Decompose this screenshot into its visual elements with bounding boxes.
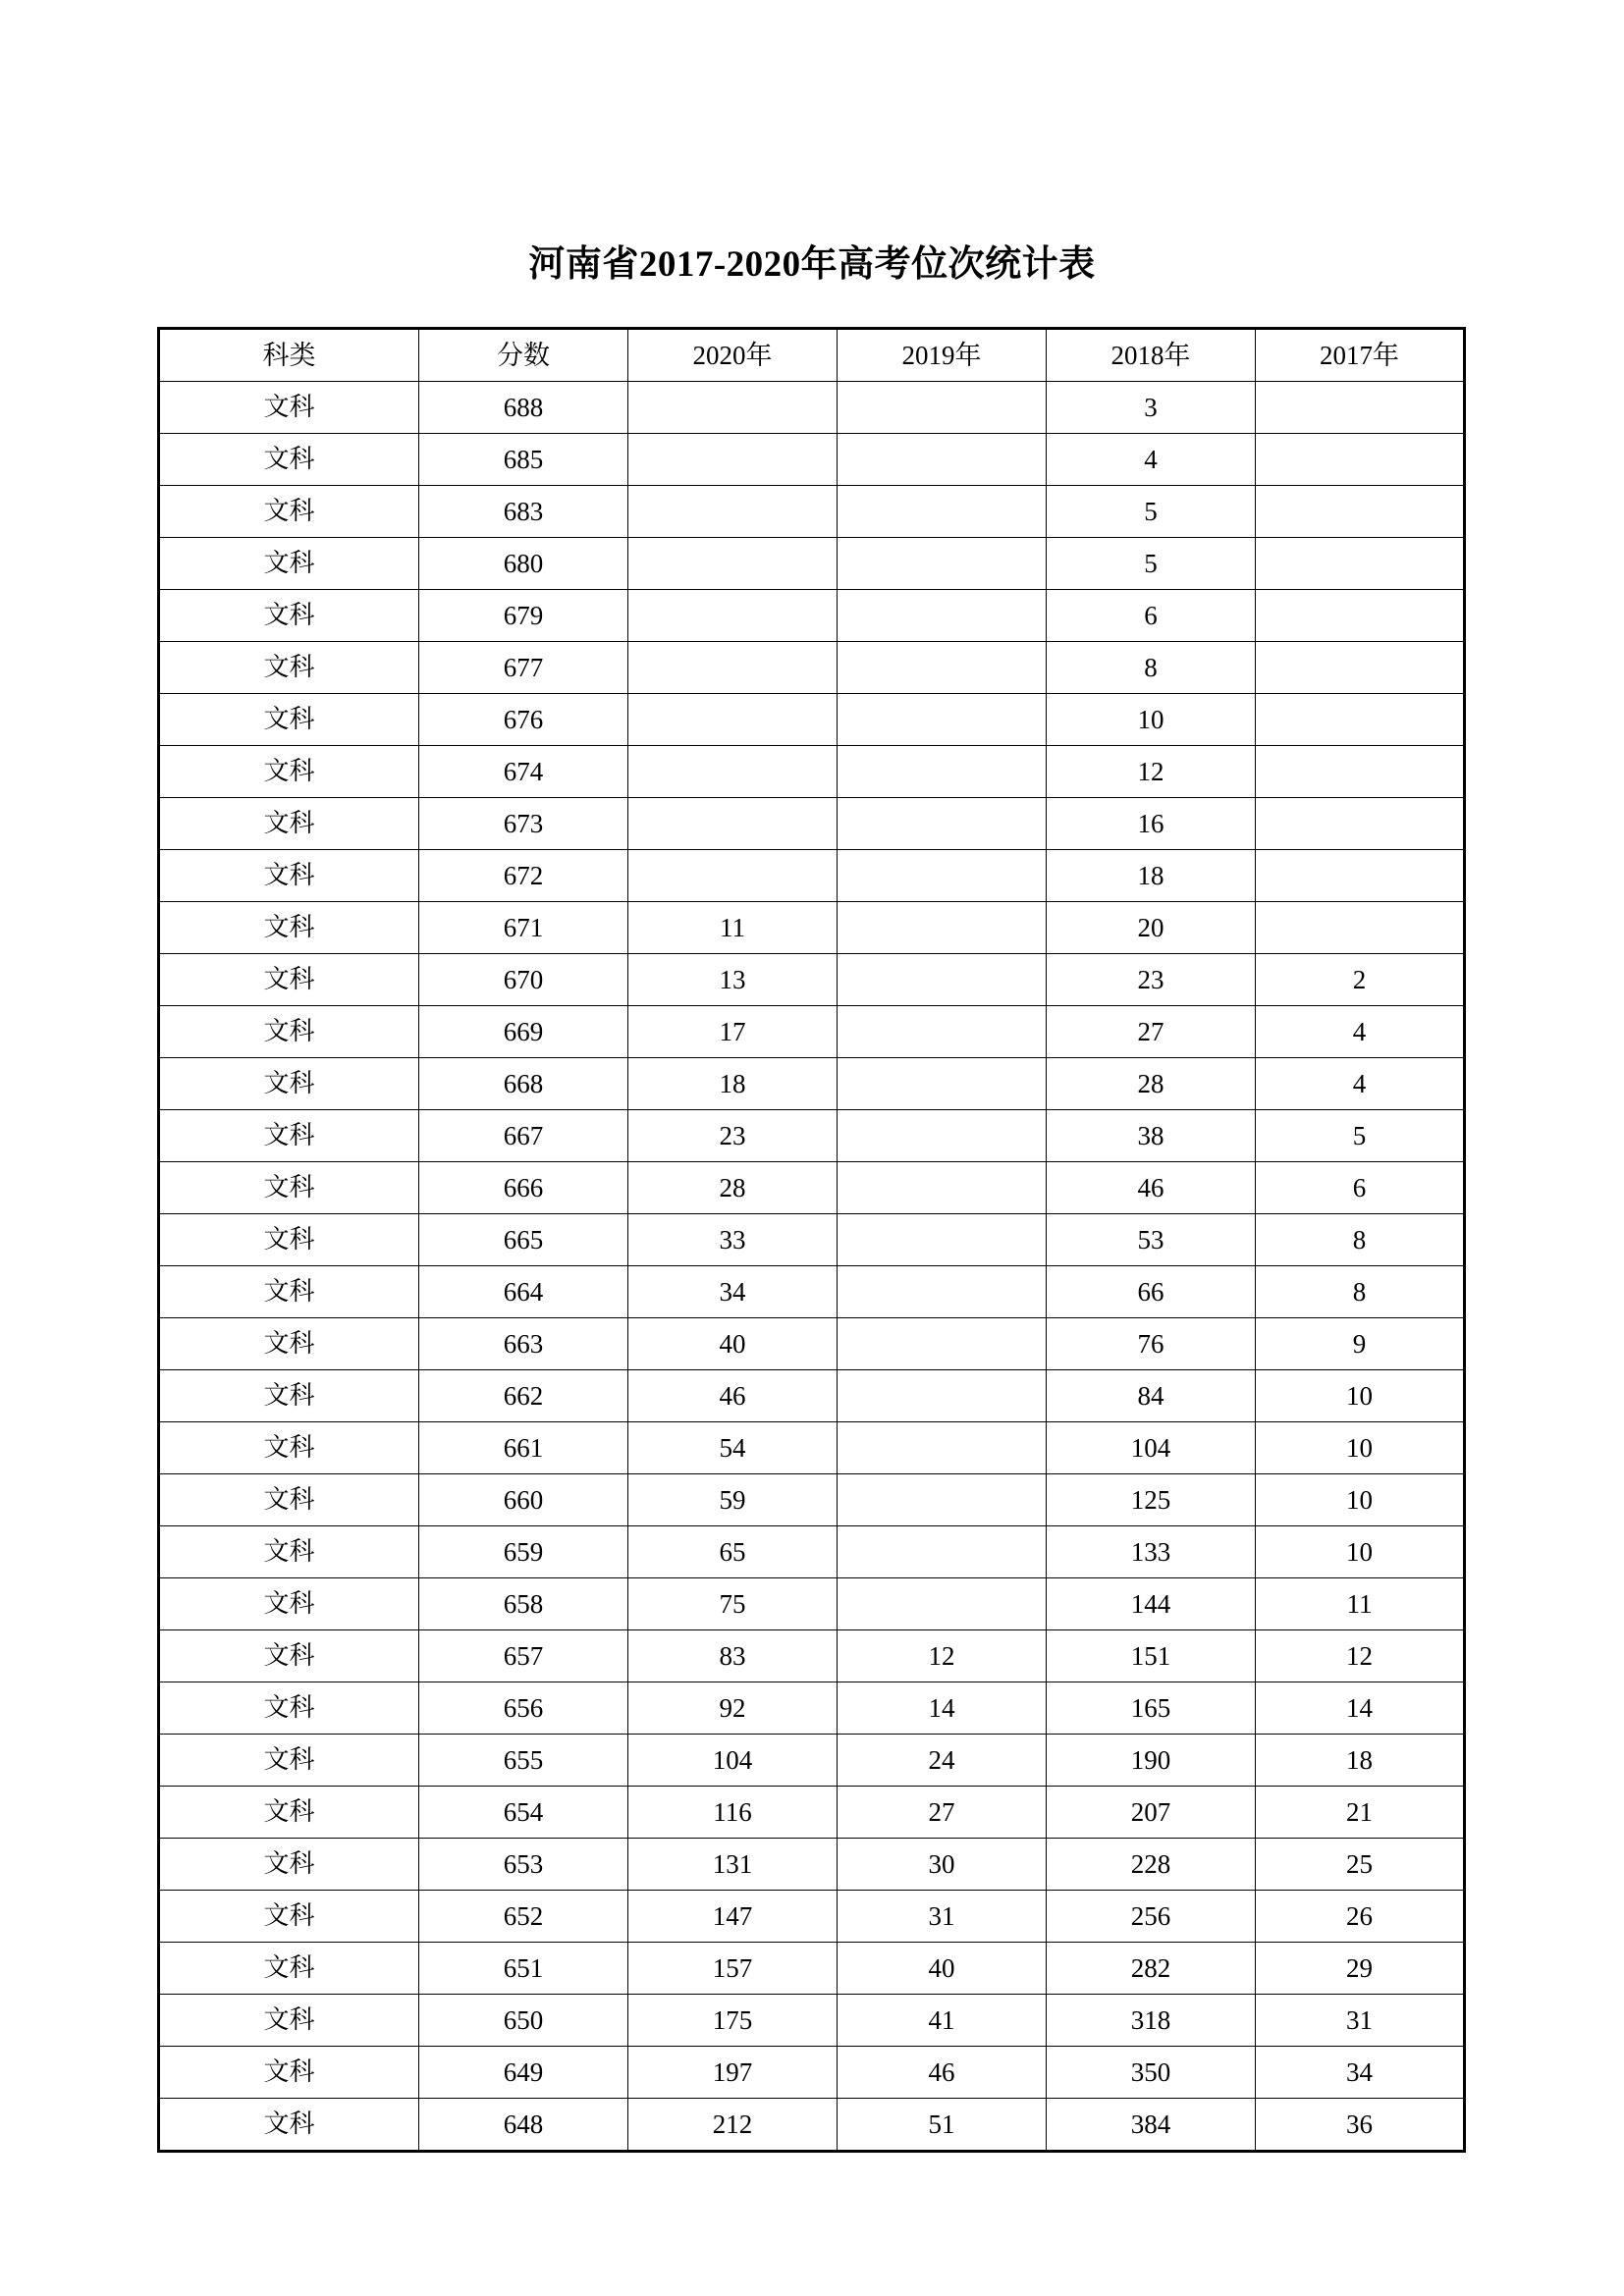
table-cell-score: 659 [419, 1526, 628, 1578]
table-cell-y2019 [838, 850, 1047, 902]
table-cell-subject: 文科 [159, 1318, 419, 1370]
column-header-2019: 2019年 [838, 329, 1047, 382]
table-cell-y2017: 10 [1256, 1526, 1465, 1578]
table-cell-y2018: 207 [1047, 1787, 1256, 1839]
table-cell-y2017: 8 [1256, 1214, 1465, 1266]
table-cell-y2019 [838, 1526, 1047, 1578]
table-row [159, 746, 1465, 798]
table-cell-subject: 文科 [159, 590, 419, 642]
table-cell-y2017 [1256, 538, 1465, 590]
table-cell-y2020: 40 [628, 1318, 838, 1370]
table-cell-y2018: 318 [1047, 1995, 1256, 2047]
table-row [159, 1787, 1465, 1839]
table-row [159, 1630, 1465, 1682]
table-cell-score: 672 [419, 850, 628, 902]
table-row [159, 902, 1465, 954]
table-cell-y2017: 31 [1256, 1995, 1465, 2047]
table-cell-y2018: 282 [1047, 1943, 1256, 1995]
table-cell-subject: 文科 [159, 746, 419, 798]
table-row [159, 1006, 1465, 1058]
table-cell-score: 664 [419, 1266, 628, 1318]
table-row [159, 1266, 1465, 1318]
table-cell-y2017 [1256, 694, 1465, 746]
table-cell-y2017: 5 [1256, 1110, 1465, 1162]
table-cell-y2017: 25 [1256, 1839, 1465, 1891]
table-cell-y2017: 10 [1256, 1422, 1465, 1474]
table-cell-y2019 [838, 902, 1047, 954]
table-cell-y2017: 29 [1256, 1943, 1465, 1995]
table-row [159, 434, 1465, 486]
table-cell-y2019 [838, 1474, 1047, 1526]
table-cell-y2018: 5 [1047, 538, 1256, 590]
table-cell-score: 677 [419, 642, 628, 694]
table-cell-y2019 [838, 1370, 1047, 1422]
table-cell-subject: 文科 [159, 538, 419, 590]
table-cell-y2019: 27 [838, 1787, 1047, 1839]
table-cell-y2018: 125 [1047, 1474, 1256, 1526]
table-cell-y2018: 4 [1047, 434, 1256, 486]
table-row [159, 1422, 1465, 1474]
table-cell-y2017 [1256, 902, 1465, 954]
table-cell-y2020: 33 [628, 1214, 838, 1266]
table-cell-score: 688 [419, 382, 628, 434]
table-cell-subject: 文科 [159, 1214, 419, 1266]
table-cell-y2019: 12 [838, 1630, 1047, 1682]
table-cell-y2020: 23 [628, 1110, 838, 1162]
table-cell-y2017 [1256, 590, 1465, 642]
column-header-2020: 2020年 [628, 329, 838, 382]
table-cell-y2020: 11 [628, 902, 838, 954]
table-cell-y2020: 75 [628, 1578, 838, 1630]
table-cell-y2019 [838, 1214, 1047, 1266]
table-cell-y2018: 53 [1047, 1214, 1256, 1266]
table-cell-y2018: 133 [1047, 1526, 1256, 1578]
table-cell-y2020 [628, 538, 838, 590]
table-row [159, 850, 1465, 902]
table-cell-y2019 [838, 382, 1047, 434]
table-cell-y2020 [628, 382, 838, 434]
table-cell-y2020: 104 [628, 1735, 838, 1787]
table-cell-y2017: 11 [1256, 1578, 1465, 1630]
table-cell-y2018: 5 [1047, 486, 1256, 538]
table-cell-y2019 [838, 694, 1047, 746]
table-cell-score: 656 [419, 1682, 628, 1735]
table-cell-y2019 [838, 954, 1047, 1006]
table-cell-subject: 文科 [159, 1891, 419, 1943]
table-cell-subject: 文科 [159, 1162, 419, 1214]
table-cell-subject: 文科 [159, 902, 419, 954]
table-row [159, 486, 1465, 538]
table-cell-score: 651 [419, 1943, 628, 1995]
table-cell-y2019 [838, 1162, 1047, 1214]
table-cell-y2018: 228 [1047, 1839, 1256, 1891]
table-cell-y2018: 16 [1047, 798, 1256, 850]
page-title: 河南省2017-2020年高考位次统计表 [528, 244, 1096, 285]
table-cell-y2020: 131 [628, 1839, 838, 1891]
table-cell-subject: 文科 [159, 2047, 419, 2099]
table-cell-subject: 文科 [159, 434, 419, 486]
table-cell-y2019: 40 [838, 1943, 1047, 1995]
table-row [159, 1162, 1465, 1214]
table-cell-y2017 [1256, 642, 1465, 694]
table-cell-y2019: 31 [838, 1891, 1047, 1943]
table-cell-score: 666 [419, 1162, 628, 1214]
table-cell-score: 650 [419, 1995, 628, 2047]
table-cell-y2020: 17 [628, 1006, 838, 1058]
table-cell-subject: 文科 [159, 1630, 419, 1682]
table-cell-y2019 [838, 1266, 1047, 1318]
table-cell-score: 667 [419, 1110, 628, 1162]
table-row [159, 1058, 1465, 1110]
table-row [159, 1995, 1465, 2047]
table-cell-y2020: 83 [628, 1630, 838, 1682]
table-cell-y2017: 4 [1256, 1006, 1465, 1058]
table-row [159, 382, 1465, 434]
table-cell-y2018: 190 [1047, 1735, 1256, 1787]
table-cell-score: 662 [419, 1370, 628, 1422]
table-cell-score: 685 [419, 434, 628, 486]
table-row [159, 1943, 1465, 1995]
table-row [159, 1370, 1465, 1422]
statistics-table-container [157, 327, 1463, 2153]
table-cell-y2018: 151 [1047, 1630, 1256, 1682]
table-cell-y2018: 12 [1047, 746, 1256, 798]
column-header-subject: 科类 [159, 329, 419, 382]
column-header-score: 分数 [419, 329, 628, 382]
table-cell-y2019 [838, 1422, 1047, 1474]
table-cell-y2020: 157 [628, 1943, 838, 1995]
table-cell-y2019 [838, 590, 1047, 642]
table-cell-y2018: 350 [1047, 2047, 1256, 2099]
table-cell-y2018: 10 [1047, 694, 1256, 746]
table-row [159, 694, 1465, 746]
table-row [159, 1891, 1465, 1943]
table-cell-subject: 文科 [159, 1839, 419, 1891]
table-cell-y2018: 84 [1047, 1370, 1256, 1422]
table-cell-y2017 [1256, 434, 1465, 486]
table-cell-subject: 文科 [159, 1682, 419, 1735]
table-row [159, 1526, 1465, 1578]
table-header-row [159, 329, 1465, 382]
table-cell-y2017 [1256, 486, 1465, 538]
table-cell-y2017: 12 [1256, 1630, 1465, 1682]
table-cell-score: 660 [419, 1474, 628, 1526]
table-cell-y2018: 66 [1047, 1266, 1256, 1318]
table-cell-y2018: 3 [1047, 382, 1256, 434]
table-cell-y2019: 24 [838, 1735, 1047, 1787]
table-cell-score: 657 [419, 1630, 628, 1682]
table-cell-subject: 文科 [159, 2099, 419, 2152]
column-header-2018: 2018年 [1047, 329, 1256, 382]
table-cell-y2018: 27 [1047, 1006, 1256, 1058]
table-cell-subject: 文科 [159, 1422, 419, 1474]
table-cell-y2020: 175 [628, 1995, 838, 2047]
table-cell-y2019 [838, 746, 1047, 798]
table-cell-y2019 [838, 1006, 1047, 1058]
table-cell-y2019 [838, 434, 1047, 486]
table-row [159, 1110, 1465, 1162]
table-cell-y2020 [628, 850, 838, 902]
table-cell-y2017 [1256, 382, 1465, 434]
table-cell-subject: 文科 [159, 486, 419, 538]
table-cell-y2019: 41 [838, 1995, 1047, 2047]
table-cell-y2018: 18 [1047, 850, 1256, 902]
table-cell-score: 676 [419, 694, 628, 746]
table-cell-y2017: 6 [1256, 1162, 1465, 1214]
table-cell-score: 649 [419, 2047, 628, 2099]
table-cell-y2017: 2 [1256, 954, 1465, 1006]
table-cell-subject: 文科 [159, 1474, 419, 1526]
table-cell-subject: 文科 [159, 1578, 419, 1630]
table-cell-y2017: 18 [1256, 1735, 1465, 1787]
table-row [159, 538, 1465, 590]
table-cell-y2020: 18 [628, 1058, 838, 1110]
table-cell-subject: 文科 [159, 954, 419, 1006]
table-cell-y2017: 10 [1256, 1474, 1465, 1526]
table-cell-y2017: 26 [1256, 1891, 1465, 1943]
table-row [159, 642, 1465, 694]
table-header [159, 329, 1465, 382]
table-cell-y2018: 256 [1047, 1891, 1256, 1943]
table-cell-score: 663 [419, 1318, 628, 1370]
table-cell-score: 683 [419, 486, 628, 538]
table-cell-y2020: 65 [628, 1526, 838, 1578]
table-row [159, 1318, 1465, 1370]
table-cell-score: 652 [419, 1891, 628, 1943]
table-cell-y2019 [838, 798, 1047, 850]
table-cell-subject: 文科 [159, 1787, 419, 1839]
table-cell-score: 661 [419, 1422, 628, 1474]
table-row [159, 1474, 1465, 1526]
table-cell-subject: 文科 [159, 382, 419, 434]
table-cell-subject: 文科 [159, 1943, 419, 1995]
table-row [159, 798, 1465, 850]
table-cell-y2019: 14 [838, 1682, 1047, 1735]
column-header-2017: 2017年 [1256, 329, 1465, 382]
table-row [159, 2099, 1465, 2152]
table-cell-y2020 [628, 590, 838, 642]
table-cell-y2017 [1256, 850, 1465, 902]
table-cell-y2017: 4 [1256, 1058, 1465, 1110]
table-cell-y2020: 54 [628, 1422, 838, 1474]
table-cell-subject: 文科 [159, 798, 419, 850]
table-row [159, 954, 1465, 1006]
table-cell-y2018: 28 [1047, 1058, 1256, 1110]
table-cell-y2018: 76 [1047, 1318, 1256, 1370]
table-row [159, 1682, 1465, 1735]
table-cell-score: 679 [419, 590, 628, 642]
table-cell-score: 653 [419, 1839, 628, 1891]
table-row [159, 590, 1465, 642]
table-cell-y2020 [628, 642, 838, 694]
table-cell-y2019: 46 [838, 2047, 1047, 2099]
table-cell-y2020: 59 [628, 1474, 838, 1526]
table-cell-y2018: 20 [1047, 902, 1256, 954]
table-cell-y2019 [838, 1318, 1047, 1370]
table-cell-y2019 [838, 1110, 1047, 1162]
table-cell-y2020 [628, 486, 838, 538]
table-cell-y2017: 34 [1256, 2047, 1465, 2099]
table-cell-y2020: 46 [628, 1370, 838, 1422]
table-cell-y2020: 92 [628, 1682, 838, 1735]
table-cell-y2017: 36 [1256, 2099, 1465, 2152]
table-cell-subject: 文科 [159, 1110, 419, 1162]
table-cell-score: 654 [419, 1787, 628, 1839]
table-row [159, 1839, 1465, 1891]
table-cell-y2017: 21 [1256, 1787, 1465, 1839]
table-cell-y2018: 38 [1047, 1110, 1256, 1162]
table-cell-subject: 文科 [159, 1370, 419, 1422]
table-cell-subject: 文科 [159, 642, 419, 694]
table-cell-score: 680 [419, 538, 628, 590]
table-cell-y2019: 51 [838, 2099, 1047, 2152]
table-cell-subject: 文科 [159, 1735, 419, 1787]
table-cell-y2017: 10 [1256, 1370, 1465, 1422]
table-cell-score: 673 [419, 798, 628, 850]
table-cell-subject: 文科 [159, 1995, 419, 2047]
table-cell-score: 669 [419, 1006, 628, 1058]
table-cell-y2017: 9 [1256, 1318, 1465, 1370]
table-cell-y2019 [838, 1578, 1047, 1630]
table-cell-subject: 文科 [159, 1526, 419, 1578]
table-cell-y2020: 34 [628, 1266, 838, 1318]
table-cell-y2020 [628, 434, 838, 486]
table-cell-y2017 [1256, 798, 1465, 850]
table-cell-y2020 [628, 798, 838, 850]
table-row [159, 2047, 1465, 2099]
table-cell-y2018: 23 [1047, 954, 1256, 1006]
table-cell-y2017: 8 [1256, 1266, 1465, 1318]
table-cell-subject: 文科 [159, 1058, 419, 1110]
table-cell-y2018: 144 [1047, 1578, 1256, 1630]
table-row [159, 1214, 1465, 1266]
table-row [159, 1578, 1465, 1630]
table-cell-y2019 [838, 486, 1047, 538]
table-cell-y2020: 116 [628, 1787, 838, 1839]
statistics-table [157, 327, 1466, 2153]
table-cell-score: 671 [419, 902, 628, 954]
table-cell-y2019 [838, 1058, 1047, 1110]
table-cell-y2020: 147 [628, 1891, 838, 1943]
table-cell-y2020 [628, 746, 838, 798]
table-cell-score: 674 [419, 746, 628, 798]
table-cell-y2018: 165 [1047, 1682, 1256, 1735]
table-cell-score: 658 [419, 1578, 628, 1630]
table-cell-score: 655 [419, 1735, 628, 1787]
table-cell-y2017: 14 [1256, 1682, 1465, 1735]
table-cell-y2018: 384 [1047, 2099, 1256, 2152]
table-cell-subject: 文科 [159, 694, 419, 746]
table-cell-y2020: 212 [628, 2099, 838, 2152]
table-row [159, 1735, 1465, 1787]
table-cell-subject: 文科 [159, 1266, 419, 1318]
table-cell-y2018: 46 [1047, 1162, 1256, 1214]
table-cell-subject: 文科 [159, 850, 419, 902]
table-cell-score: 648 [419, 2099, 628, 2152]
table-cell-score: 670 [419, 954, 628, 1006]
table-cell-subject: 文科 [159, 1006, 419, 1058]
table-cell-score: 668 [419, 1058, 628, 1110]
table-cell-y2018: 6 [1047, 590, 1256, 642]
table-body [159, 382, 1465, 2152]
table-cell-y2020: 197 [628, 2047, 838, 2099]
table-cell-y2019: 30 [838, 1839, 1047, 1891]
table-cell-score: 665 [419, 1214, 628, 1266]
table-cell-y2019 [838, 642, 1047, 694]
table-cell-y2020: 28 [628, 1162, 838, 1214]
table-cell-y2020: 13 [628, 954, 838, 1006]
table-cell-y2018: 104 [1047, 1422, 1256, 1474]
table-cell-y2019 [838, 538, 1047, 590]
table-cell-y2020 [628, 694, 838, 746]
table-cell-y2017 [1256, 746, 1465, 798]
table-cell-y2018: 8 [1047, 642, 1256, 694]
